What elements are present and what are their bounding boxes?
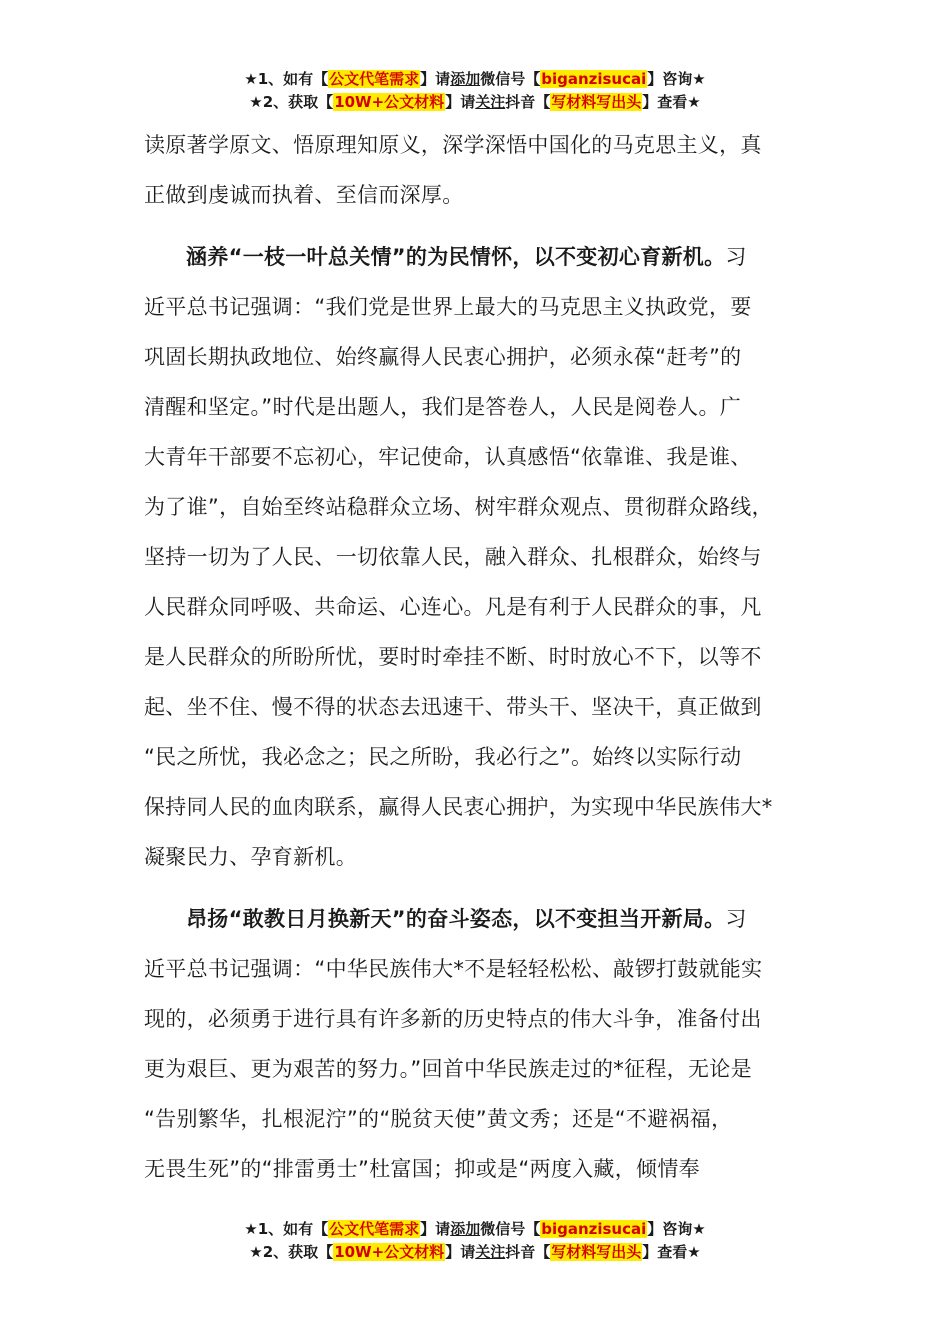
banner-text: 微信号【 <box>480 70 541 88</box>
banner-text: 】请 <box>420 1220 451 1238</box>
text-line: 凝聚民力、孕育新机。 <box>144 845 357 869</box>
text-line: 人民群众同呼吸、共命运、心连心。凡是有利于人民群众的事，凡 <box>144 595 762 619</box>
paragraph-1 <box>144 232 834 882</box>
banner-text: 】查看★ <box>642 1243 701 1261</box>
header-banner <box>0 68 950 114</box>
banner-text: 】咨询★ <box>647 70 706 88</box>
document-body <box>144 120 834 1194</box>
text-line: 坚持一切为了人民、一切依靠人民，融入群众、扎根群众，始终与 <box>144 545 762 569</box>
highlight-douyin: 写材料写出头 <box>551 93 642 111</box>
highlight-douyin: 写材料写出头 <box>551 1243 642 1261</box>
paragraph-2 <box>144 894 834 1194</box>
paragraph-0 <box>144 120 834 220</box>
highlight-wechat-id: biganzisucai <box>541 1220 647 1238</box>
banner-text: 】请 <box>445 93 476 111</box>
text-line <box>144 232 834 282</box>
text-span: 习 <box>725 245 747 269</box>
text-line: 正做到虔诚而执着、至信而深厚。 <box>144 183 464 207</box>
text-span: 习 <box>725 907 747 931</box>
text-line <box>144 894 834 944</box>
banner-text: ★2、获取【 <box>249 93 334 111</box>
banner-line-1 <box>0 68 950 91</box>
paragraph-heading: 涵养“一枝一叶总关情”的为民情怀，以不变初心育新机。 <box>186 245 726 269</box>
banner-emphasis: 添加 <box>450 1220 481 1238</box>
text-line: 现的，必须勇于进行具有许多新的历史特点的伟大斗争，准备付出 <box>144 1007 762 1031</box>
text-line: 近平总书记强调：“我们党是世界上最大的马克思主义执政党，要 <box>144 295 752 319</box>
text-line: 为了谁”，自始至终站稳群众立场、树牢群众观点、贯彻群众路线， <box>144 495 773 519</box>
highlight-service: 公文代笔需求 <box>329 1220 420 1238</box>
text-line: 起、坐不住、慢不得的状态去迅速干、带头干、坚决干，真正做到 <box>144 695 762 719</box>
banner-text: 抖音【 <box>505 93 551 111</box>
text-line: 近平总书记强调：“中华民族伟大*不是轻轻松松、敲锣打鼓就能实 <box>144 957 763 981</box>
banner-emphasis: 添加 <box>450 70 481 88</box>
banner-line-2 <box>0 91 950 114</box>
banner-line-2 <box>0 1241 950 1264</box>
banner-text: 】请 <box>420 70 451 88</box>
banner-emphasis: 关注 <box>475 1243 506 1261</box>
text-line: 无畏生死”的“排雷勇士”杜富国；抑或是“两度入藏，倾情奉 <box>144 1157 700 1181</box>
banner-text: 】咨询★ <box>647 1220 706 1238</box>
text-line: “告别繁华，扎根泥泞”的“脱贫天使”黄文秀；还是“不避祸福， <box>144 1107 733 1131</box>
text-line: “民之所忧，我必念之；民之所盼，我必行之”。始终以实际行动 <box>144 745 742 769</box>
text-line: 清醒和坚定。”时代是出题人，我们是答卷人，人民是阅卷人。广 <box>144 395 742 419</box>
text-line: 读原著学原文、悟原理知原义，深学深悟中国化的马克思主义，真 <box>144 133 762 157</box>
text-line: 巩固长期执政地位、始终赢得人民衷心拥护，必须永葆“赶考”的 <box>144 345 742 369</box>
footer-banner <box>0 1218 950 1264</box>
banner-text: ★2、获取【 <box>249 1243 334 1261</box>
banner-text: 】请 <box>445 1243 476 1261</box>
text-line: 是人民群众的所盼所忧，要时时牵挂不断、时时放心不下，以等不 <box>144 645 762 669</box>
highlight-materials: 10W+公文材料 <box>334 1243 445 1261</box>
banner-emphasis: 关注 <box>475 93 506 111</box>
text-line: 大青年干部要不忘初心，牢记使命，认真感悟“依靠谁、我是谁、 <box>144 445 752 469</box>
paragraph-heading: 昂扬“敢教日月换新天”的奋斗姿态，以不变担当开新局。 <box>186 907 726 931</box>
highlight-service: 公文代笔需求 <box>329 70 420 88</box>
banner-text: 】查看★ <box>642 93 701 111</box>
banner-line-1 <box>0 1218 950 1241</box>
highlight-wechat-id: biganzisucai <box>541 70 647 88</box>
banner-text: ★1、如有【 <box>244 1220 329 1238</box>
text-line: 保持同人民的血肉联系，赢得人民衷心拥护，为实现中华民族伟大* <box>144 795 773 819</box>
banner-text: 微信号【 <box>480 1220 541 1238</box>
banner-text: ★1、如有【 <box>244 70 329 88</box>
highlight-materials: 10W+公文材料 <box>334 93 445 111</box>
banner-text: 抖音【 <box>505 1243 551 1261</box>
text-line: 更为艰巨、更为艰苦的努力。”回首中华民族走过的*征程，无论是 <box>144 1057 752 1081</box>
